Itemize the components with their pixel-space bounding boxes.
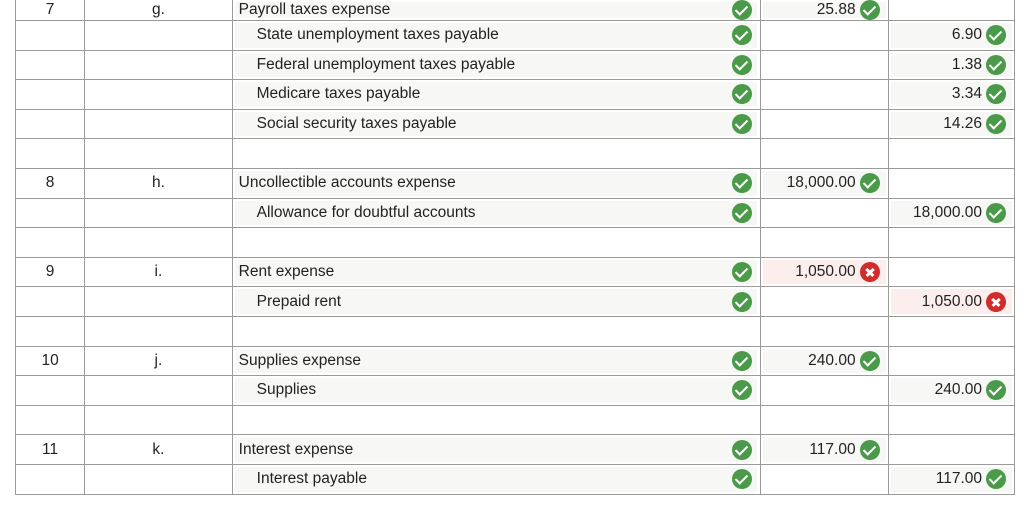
transaction-letter-cell (85, 50, 232, 80)
check-circle-icon (732, 114, 752, 134)
entry-number-cell (16, 109, 85, 139)
debit-cell[interactable] (761, 257, 888, 287)
account-name: Social security taxes payable (256, 115, 457, 133)
check-circle-icon (732, 380, 752, 400)
account-name: Supplies (256, 381, 317, 399)
journal-row (16, 0, 1015, 21)
debit-amount: 240.00 (808, 351, 856, 369)
credit-cell (888, 405, 1014, 435)
account-name: Medicare taxes payable (256, 85, 421, 103)
credit-amount: 14.26 (943, 115, 982, 133)
account-cell[interactable] (232, 435, 761, 465)
account-cell[interactable] (232, 198, 761, 228)
debit-cell[interactable] (761, 435, 888, 465)
debit-amount: 18,000.00 (786, 174, 856, 192)
check-circle-icon (732, 25, 752, 45)
check-circle-icon (732, 292, 752, 312)
entry-number-cell (16, 198, 85, 228)
account-select[interactable] (235, 53, 758, 78)
entry-number-cell (16, 0, 85, 21)
account-select[interactable] (235, 201, 758, 226)
entry-number-cell (16, 80, 85, 110)
account-name: Payroll taxes expense (238, 1, 391, 18)
entry-number-cell (16, 228, 85, 258)
transaction-letter-cell (85, 316, 232, 346)
entry-number-cell (16, 257, 85, 287)
account-cell[interactable] (232, 21, 761, 51)
account-name: Rent expense (238, 263, 335, 281)
account-select[interactable] (235, 112, 758, 137)
account-cell (232, 139, 761, 169)
blank-row (16, 228, 1015, 258)
check-circle-icon (732, 0, 752, 20)
transaction-letter-cell (85, 109, 232, 139)
transaction-letter-cell (85, 376, 232, 406)
x-circle-icon (986, 292, 1006, 312)
credit-cell[interactable] (888, 168, 1014, 198)
journal-body (16, 0, 1015, 494)
account-select[interactable] (235, 2, 758, 18)
check-circle-icon (986, 114, 1006, 134)
debit-cell[interactable] (761, 50, 888, 80)
journal-row (16, 287, 1015, 317)
transaction-letter-cell (85, 21, 232, 51)
credit-cell[interactable] (888, 257, 1014, 287)
blank-row (16, 139, 1015, 169)
account-cell[interactable] (232, 168, 761, 198)
credit-cell[interactable] (888, 0, 1014, 21)
journal-row (16, 257, 1015, 287)
account-cell[interactable] (232, 464, 761, 494)
account-name: Interest expense (238, 440, 354, 458)
credit-cell (888, 139, 1014, 169)
transaction-letter-cell (85, 464, 232, 494)
check-circle-icon (732, 203, 752, 223)
account-select[interactable] (235, 349, 758, 374)
blank-row (16, 316, 1015, 346)
check-circle-icon (860, 351, 880, 371)
transaction-letter: i. (154, 263, 163, 281)
credit-cell (888, 316, 1014, 346)
credit-amount: 18,000.00 (913, 203, 982, 221)
debit-cell (761, 228, 888, 258)
check-circle-icon (732, 469, 752, 489)
credit-cell[interactable] (888, 346, 1014, 376)
transaction-letter-cell (85, 346, 232, 376)
debit-cell[interactable] (761, 198, 888, 228)
credit-amount: 3.34 (951, 85, 982, 103)
journal-row (16, 168, 1015, 198)
transaction-letter-cell (85, 80, 232, 110)
account-name: Interest payable (256, 470, 367, 488)
check-circle-icon (986, 55, 1006, 75)
credit-amount: 117.00 (935, 470, 982, 488)
account-name: Prepaid rent (256, 292, 342, 310)
debit-cell[interactable] (761, 109, 888, 139)
debit-cell (761, 405, 888, 435)
account-select[interactable] (235, 437, 758, 462)
credit-cell[interactable] (888, 435, 1014, 465)
journal-row (16, 80, 1015, 110)
transaction-letter: j. (154, 351, 163, 369)
check-circle-icon (986, 84, 1006, 104)
transaction-letter-cell (85, 435, 232, 465)
account-select[interactable] (235, 82, 758, 107)
account-name: Supplies expense (238, 351, 362, 369)
credit-cell[interactable] (888, 464, 1014, 494)
transaction-letter: k. (152, 440, 165, 458)
debit-input[interactable] (763, 437, 885, 462)
debit-amount: 117.00 (809, 440, 856, 458)
credit-cell (888, 228, 1014, 258)
account-select[interactable] (235, 171, 758, 196)
journal-row (16, 346, 1015, 376)
transaction-letter-cell (85, 228, 232, 258)
transaction-letter-cell (85, 198, 232, 228)
credit-input[interactable] (891, 112, 1012, 137)
check-circle-icon (860, 0, 880, 20)
entry-number-cell (16, 405, 85, 435)
entry-number-cell (16, 50, 85, 80)
account-cell[interactable] (232, 80, 761, 110)
journal-entries-grid (15, 0, 1015, 495)
check-circle-icon (986, 25, 1006, 45)
entry-number: 7 (45, 1, 55, 18)
check-circle-icon (732, 440, 752, 460)
debit-amount: 1,050.00 (795, 263, 856, 281)
debit-input[interactable] (763, 2, 885, 18)
account-select[interactable] (235, 23, 758, 48)
credit-input[interactable] (891, 23, 1012, 48)
x-circle-icon (860, 262, 880, 282)
debit-cell[interactable] (761, 21, 888, 51)
debit-input[interactable] (763, 349, 885, 374)
account-cell (232, 316, 761, 346)
account-name: Allowance for doubtful accounts (256, 203, 476, 221)
journal-row (16, 376, 1015, 406)
transaction-letter: g. (151, 1, 165, 18)
transaction-letter-cell (85, 0, 232, 21)
journal-row (16, 50, 1015, 80)
credit-input[interactable] (891, 53, 1012, 78)
journal-table (15, 0, 1015, 495)
debit-cell[interactable] (761, 0, 888, 21)
entry-number-cell (16, 139, 85, 169)
journal-row (16, 21, 1015, 51)
transaction-letter-cell (85, 405, 232, 435)
transaction-letter-cell (85, 287, 232, 317)
credit-cell[interactable] (888, 21, 1014, 51)
blank-row (16, 405, 1015, 435)
account-select[interactable] (235, 289, 758, 314)
check-circle-icon (732, 351, 752, 371)
account-cell (232, 405, 761, 435)
check-circle-icon (986, 380, 1006, 400)
account-cell[interactable] (232, 109, 761, 139)
credit-input[interactable] (891, 289, 1012, 314)
debit-cell[interactable] (761, 346, 888, 376)
entry-number: 11 (42, 440, 59, 458)
account-name: Uncollectible accounts expense (238, 174, 456, 192)
journal-row (16, 435, 1015, 465)
debit-amount: 25.88 (816, 1, 856, 18)
debit-input[interactable] (763, 171, 885, 196)
entry-number: 10 (41, 351, 59, 369)
credit-amount: 240.00 (934, 381, 982, 399)
journal-row (16, 464, 1015, 494)
debit-cell[interactable] (761, 287, 888, 317)
debit-cell (761, 139, 888, 169)
entry-number-cell (16, 168, 85, 198)
account-cell[interactable] (232, 376, 761, 406)
account-cell[interactable] (232, 0, 761, 21)
account-cell[interactable] (232, 346, 761, 376)
entry-number-cell (16, 21, 85, 51)
credit-input[interactable] (891, 378, 1012, 403)
account-name: State unemployment taxes payable (256, 26, 499, 44)
account-select[interactable] (235, 260, 758, 285)
check-circle-icon (986, 469, 1006, 489)
check-circle-icon (732, 173, 752, 193)
credit-input[interactable] (891, 201, 1012, 226)
account-cell[interactable] (232, 287, 761, 317)
entry-number-cell (16, 464, 85, 494)
journal-row (16, 109, 1015, 139)
account-select[interactable] (235, 467, 758, 492)
credit-cell[interactable] (888, 287, 1014, 317)
transaction-letter: h. (151, 174, 165, 192)
credit-cell[interactable] (888, 376, 1014, 406)
debit-input[interactable] (763, 260, 885, 285)
transaction-letter-cell (85, 257, 232, 287)
entry-number: 9 (45, 263, 55, 281)
debit-cell[interactable] (761, 376, 888, 406)
credit-cell[interactable] (888, 50, 1014, 80)
entry-number-cell (16, 435, 85, 465)
transaction-letter-cell (85, 139, 232, 169)
entry-number-cell (16, 376, 85, 406)
credit-cell[interactable] (888, 80, 1014, 110)
credit-amount: 6.90 (951, 26, 982, 44)
entry-number-cell (16, 287, 85, 317)
check-circle-icon (986, 203, 1006, 223)
debit-cell[interactable] (761, 464, 888, 494)
account-name: Federal unemployment taxes payable (256, 55, 516, 73)
check-circle-icon (732, 262, 752, 282)
debit-cell (761, 316, 888, 346)
debit-cell[interactable] (761, 168, 888, 198)
account-cell[interactable] (232, 50, 761, 80)
credit-input[interactable] (891, 82, 1012, 107)
account-cell (232, 228, 761, 258)
credit-cell[interactable] (888, 198, 1014, 228)
debit-cell[interactable] (761, 80, 888, 110)
credit-input[interactable] (891, 467, 1012, 492)
check-circle-icon (860, 440, 880, 460)
check-circle-icon (732, 84, 752, 104)
entry-number: 8 (45, 174, 55, 192)
transaction-letter-cell (85, 168, 232, 198)
account-cell[interactable] (232, 257, 761, 287)
check-circle-icon (732, 55, 752, 75)
account-select[interactable] (235, 378, 758, 403)
entry-number-cell (16, 316, 85, 346)
credit-amount: 1,050.00 (921, 292, 982, 310)
journal-row (16, 198, 1015, 228)
entry-number-cell (16, 346, 85, 376)
credit-cell[interactable] (888, 109, 1014, 139)
credit-amount: 1.38 (951, 55, 982, 73)
check-circle-icon (860, 173, 880, 193)
